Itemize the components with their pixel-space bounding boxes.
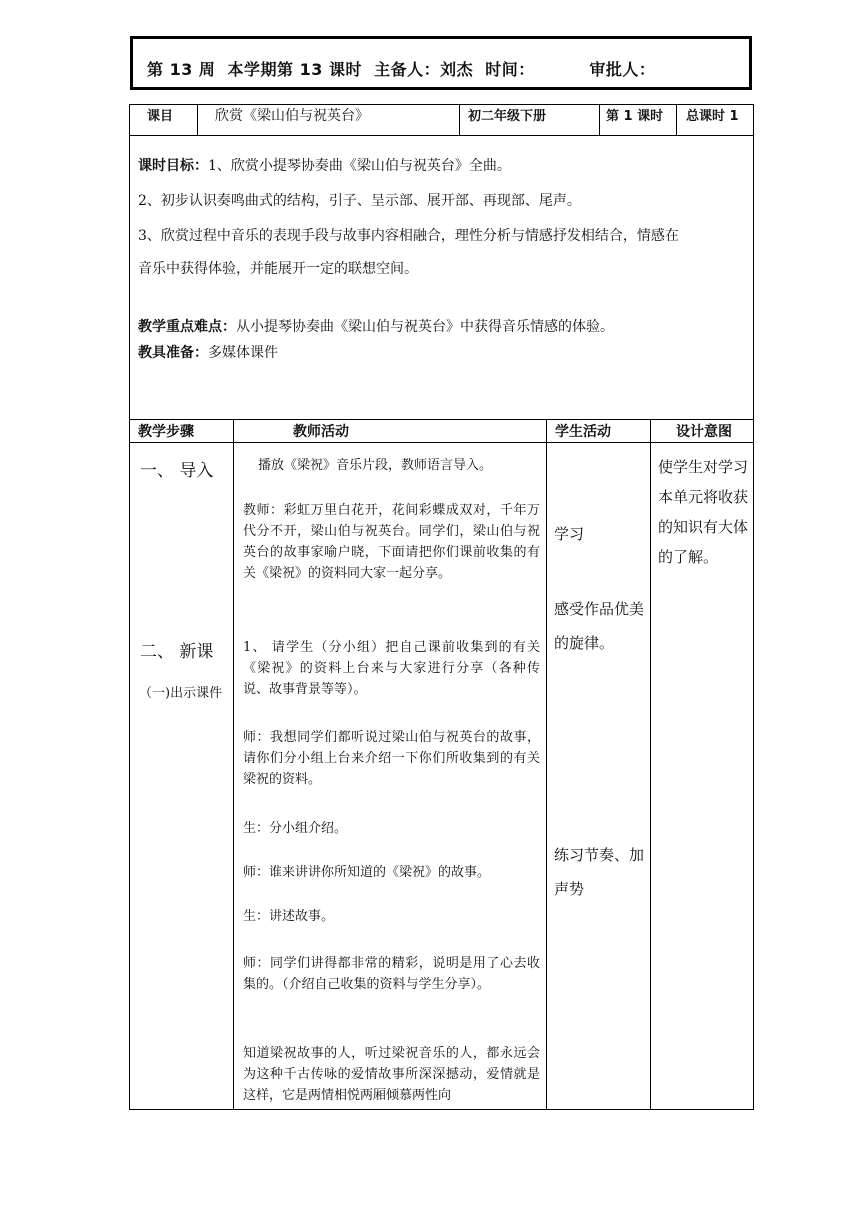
step-intro: 一、 导入 bbox=[140, 461, 214, 481]
teacher-p6: 师：谁来讲讲你所知道的《梁祝》的故事。 bbox=[243, 865, 491, 880]
objective-2: 2、初步认识奏鸣曲式的结构，引子、呈示部、展开部、再现部、尾声。 bbox=[138, 193, 581, 209]
teacher-p4: 师：我想同学们都听说过梁山伯与祝英台的故事，请你们分小组上台来介绍一下你们所收集到的有关梁祝的资料。 bbox=[243, 730, 540, 787]
row-divider bbox=[129, 442, 754, 443]
row-divider bbox=[129, 135, 754, 136]
design-intent: 使学生对学习本单元将收获的知识有大体的了解。 bbox=[658, 458, 749, 566]
tools-value: 多媒体课件 bbox=[208, 345, 278, 361]
step-new-lesson: 二、 新课 bbox=[140, 642, 214, 662]
objective-1: 1、欣赏小提琴协奏曲《梁山伯与祝英台》全曲。 bbox=[208, 158, 511, 174]
student-a1: 学习 bbox=[554, 525, 585, 543]
teacher-p1: 播放《梁祝》音乐片段，教师语言导入。 bbox=[258, 458, 493, 473]
subject-label: 课目 bbox=[147, 109, 174, 124]
header-steps: 教学步骤 bbox=[138, 424, 194, 440]
objective-3b: 音乐中获得体验，并能展开一定的联想空间。 bbox=[138, 261, 418, 277]
key-points-line bbox=[138, 314, 748, 340]
teacher-p9: 知道梁祝故事的人，听过梁祝音乐的人，都永远会为这种千古传咏的爱情故事所深深撼动，爱情就是这样，它是两情相悦两厢倾慕两性向 bbox=[243, 1046, 540, 1103]
key-points-label: 教学重点难点： bbox=[138, 319, 236, 335]
col-divider bbox=[650, 419, 651, 1110]
col-divider bbox=[599, 104, 600, 136]
row-divider bbox=[129, 419, 754, 420]
header-box bbox=[130, 36, 752, 90]
teacher-p2: 教师：彩虹万里白花开，花间彩蝶成双对，千年万代分不开，梁山伯与祝英台。同学们，梁山伯与祝英台的故事家喻户晓，下面请把你们课前收集的有关《梁祝》的资料同大家一起分享。 bbox=[243, 503, 540, 581]
header-teacher: 教师活动 bbox=[293, 424, 349, 440]
col-divider bbox=[676, 104, 677, 136]
header-text: 第 13 周 本学期第 13 课时 主备人：刘杰 时间： 审批人： bbox=[147, 60, 656, 79]
total-lesson-label: 总课时 1 bbox=[686, 109, 739, 124]
col-divider bbox=[233, 419, 234, 1110]
col-divider bbox=[197, 104, 198, 136]
header-design: 设计意图 bbox=[676, 424, 732, 440]
lesson-label: 第 1 课时 bbox=[606, 109, 664, 124]
tools-label: 教具准备： bbox=[138, 345, 208, 361]
header-student: 学生活动 bbox=[555, 424, 611, 440]
teacher-p7: 生：讲述故事。 bbox=[243, 909, 335, 924]
col-divider bbox=[459, 104, 460, 136]
grade-label: 初二年级下册 bbox=[468, 109, 547, 124]
key-points-value: 从小提琴协奏曲《梁山伯与祝英台》中获得音乐情感的体验。 bbox=[236, 319, 614, 335]
objective-line-1 bbox=[138, 153, 748, 179]
objectives-label: 课时目标： bbox=[138, 158, 208, 174]
col-divider bbox=[546, 419, 547, 1110]
teacher-p8: 师：同学们讲得都非常的精彩，说明是用了心去收集的。（介绍自己收集的资料与学生分享）。 bbox=[243, 956, 540, 992]
student-a2: 感受作品优美的旋律。 bbox=[554, 600, 645, 652]
objective-3a: 3、欣赏过程中音乐的表现手段与故事内容相融合，理性分析与情感抒发相结合，情感在 bbox=[138, 228, 679, 244]
tools-line bbox=[138, 340, 748, 366]
step-sub: （一)出示课件 bbox=[139, 686, 223, 701]
subject-value: 欣赏《梁山伯与祝英台》 bbox=[215, 108, 369, 124]
teacher-p3: 1、 请学生（分小组）把自己课前收集到的有关《梁祝》的资料上台来与大家进行分享（各种传说、故事背景等等）。 bbox=[243, 640, 540, 697]
teacher-p5: 生：分小组介绍。 bbox=[243, 821, 348, 836]
student-a3: 练习节奏、加声势 bbox=[554, 846, 645, 898]
